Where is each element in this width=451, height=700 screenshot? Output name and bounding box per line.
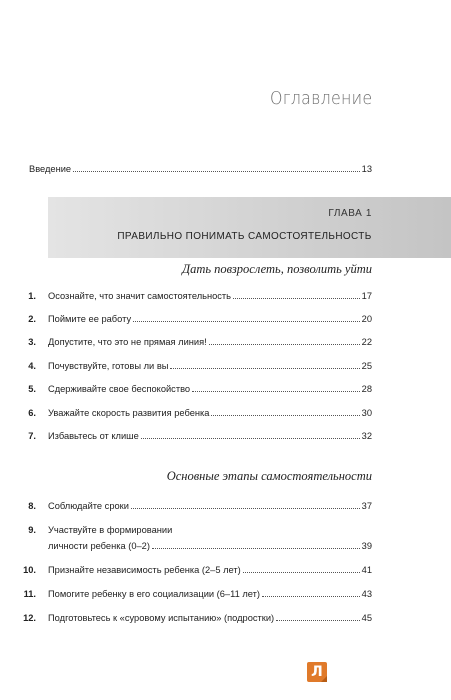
toc-entry-number: 5.	[28, 384, 36, 394]
toc-entry-number: 12.	[23, 613, 36, 623]
dot-leader	[192, 383, 360, 392]
toc-entry	[10, 430, 372, 442]
toc-entry-number: 6.	[28, 408, 36, 418]
dot-leader	[152, 540, 360, 549]
chapter-label: ГЛАВА 1	[328, 208, 372, 219]
toc-entry-title-line1: Участвуйте в формировании	[48, 525, 173, 535]
toc-entry-title: Введение	[29, 164, 72, 174]
toc-entry-number: 10.	[23, 565, 36, 575]
toc-entry-title: Соблюдайте сроки	[48, 501, 129, 511]
toc-entry-page: 32	[361, 431, 372, 441]
dot-leader	[262, 588, 360, 597]
toc-entry	[10, 564, 372, 576]
toc-entry	[48, 540, 372, 552]
chapter-band	[48, 197, 451, 258]
toc-entry-number: 3.	[28, 337, 36, 347]
toc-entry-intro	[29, 163, 372, 175]
toc-entry-title: Подготовьтесь к «суровому испытанию» (подростки)	[48, 613, 275, 623]
toc-entry-title: Поймите ее работу	[48, 314, 132, 324]
toc-entry-page: 17	[361, 291, 372, 301]
toc-entry-number: 1.	[28, 291, 36, 301]
toc-entry-title: Осознайте, что значит самостоятельность	[48, 291, 232, 301]
toc-entry	[10, 407, 372, 419]
toc-entry	[10, 612, 372, 624]
toc-entry-page: 43	[361, 589, 372, 599]
toc-entry-title: Почувствуйте, готовы ли вы	[48, 361, 169, 371]
toc-entry	[10, 313, 372, 325]
toc-entry-page: 41	[361, 565, 372, 575]
toc-entry-number: 11.	[23, 589, 36, 599]
toc-entry	[10, 588, 372, 600]
toc-entry-page: 30	[361, 408, 372, 418]
dot-leader	[211, 407, 359, 416]
toc-entry-title: Уважайте скорость развития ребенка	[48, 408, 210, 418]
toc-entry-title: Признайте независимость ребенка (2–5 лет)	[48, 565, 241, 575]
toc-entry	[10, 336, 372, 348]
chapter-title: ПРАВИЛЬНО ПОНИМАТЬ САМОСТОЯТЕЛЬНОСТЬ	[117, 230, 372, 242]
toc-entry-title: Помогите ребенку в его социализации (6–11 лет)	[48, 589, 260, 599]
section-heading-2: Основные этапы самостоятельности	[166, 469, 372, 483]
toc-entry-first-line	[10, 524, 172, 536]
toc-entry-title: Сдерживайте свое беспокойство	[48, 384, 191, 394]
toc-entry-page: 22	[361, 337, 372, 347]
section-heading-1: Дать повзрослеть, позволить уйти	[182, 262, 372, 276]
dot-leader	[131, 500, 360, 509]
dot-leader	[170, 360, 359, 369]
toc-entry	[10, 500, 372, 512]
toc-entry	[10, 383, 372, 395]
toc-entry	[10, 360, 372, 372]
toc-entry-page: 45	[361, 613, 372, 623]
toc-entry-page: 13	[361, 164, 372, 174]
toc-entry-page: 37	[361, 501, 372, 511]
toc-entry-page: 25	[361, 361, 372, 371]
toc-entry-number: 9.	[28, 525, 36, 535]
dot-leader	[133, 313, 360, 322]
toc-entry-title: Избавьтесь от клише	[48, 431, 139, 441]
dot-leader	[141, 430, 360, 439]
toc-entry-page: 39	[361, 541, 372, 551]
publisher-logo-icon: Л	[307, 662, 327, 682]
toc-entry	[10, 290, 372, 302]
toc-entry-number: 2.	[28, 314, 36, 324]
toc-entry-title: личности ребенка (0–2)	[48, 541, 150, 551]
toc-entry-number: 7.	[28, 431, 36, 441]
toc-entry-number: 4.	[28, 361, 36, 371]
dot-leader	[243, 564, 360, 573]
toc-entry-page: 28	[361, 384, 372, 394]
dot-leader	[276, 612, 360, 621]
dot-leader	[233, 290, 360, 299]
toc-entry-page: 20	[361, 314, 372, 324]
dot-leader	[73, 163, 360, 172]
toc-entry-title: Допустите, что это не прямая линия!	[48, 337, 207, 347]
toc-entry-number: 8.	[28, 501, 36, 511]
dot-leader	[209, 336, 360, 345]
toc-heading: Оглавление	[269, 88, 372, 109]
